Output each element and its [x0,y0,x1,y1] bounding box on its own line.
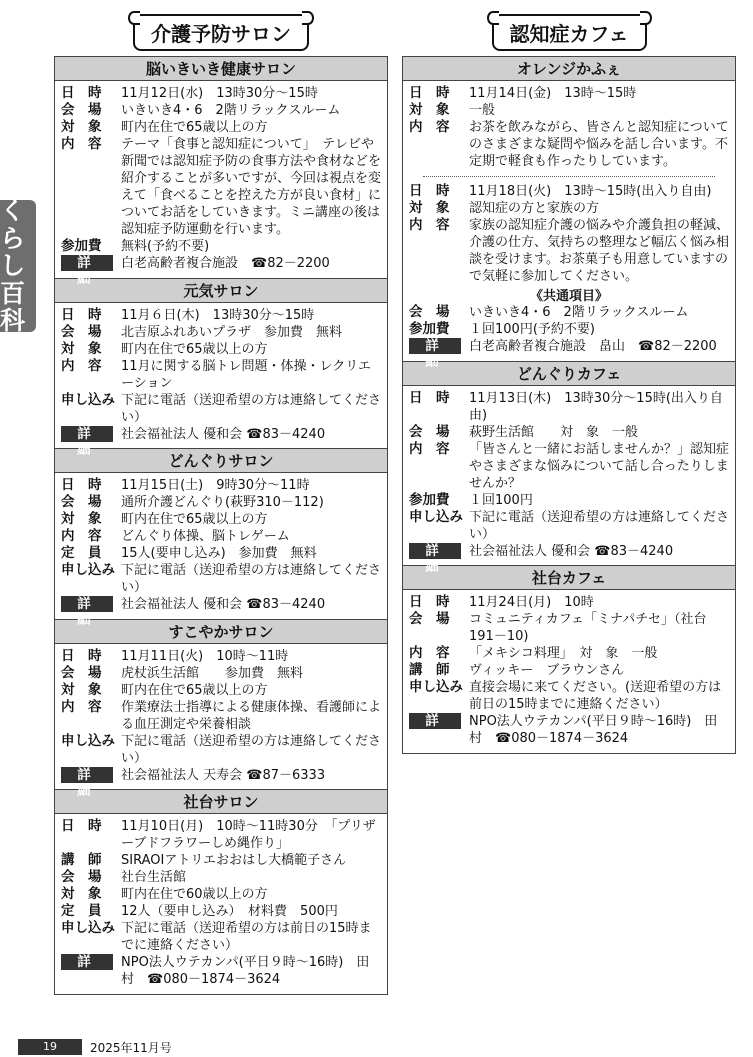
info-row [409,200,729,217]
event-box-title: 社台カフェ [403,566,735,590]
page-footer [0,1039,172,1055]
info-value: 11月６日(木) 13時30分～15時 [121,307,315,323]
ninchisho-cafe-column [402,12,736,754]
info-value: テーマ「食事と認知症について」 テレビや新聞では認知症予防の食事方法や食材などを紹介することが多いですが、今回は視点を変えて「食べることを控えた方が良い食材」についてお話をしていきます。ミニ講座の後は認知症予防運動を行います。 [121,137,382,237]
event-box-body [403,81,735,370]
info-row [61,699,381,733]
info-row [409,338,729,370]
info-value: SIRAOIアトリエおおはし大橋範子さん [121,853,347,868]
info-value: 萩野生活館 対 象 一般 [469,424,639,440]
info-row [409,645,729,662]
info-label: 申し込み [409,679,463,695]
info-label: 会 場 [61,323,102,340]
info-row [409,217,729,285]
info-value: お茶を飲みながら、皆さんと認知症についてのさまざまな疑問や悩みを話し合います。不定期で軽食も作ったりしています。 [469,120,729,169]
info-label: 詳 細 [409,338,461,354]
info-value: 一般 [469,103,496,118]
info-row [61,494,381,511]
info-value: 無料(予約不要) [121,239,210,254]
info-row [409,542,729,575]
info-value: 白老高齢者複合施設 ☎82－2200 [121,256,330,271]
info-row [61,886,381,903]
info-label: 日 時 [61,85,102,101]
info-row [61,307,381,324]
info-label: 会 場 [61,494,102,510]
info-value: 町内在住で65歳以上の方 [121,512,268,527]
info-value: いきいき4・6 2階リラックスルーム [121,103,341,118]
info-value: 社会福祉法人 優和会 ☎83－4240 [121,426,326,442]
event-box-body [55,473,387,628]
info-value: 白老高齢者複合施設 畠山 ☎82－2200 [469,339,717,354]
info-row [409,492,729,509]
info-row [409,509,729,543]
info-value: 北吉原ふれあいプラザ 参加費 無料 [121,324,343,340]
info-label: 会 場 [409,304,450,320]
info-row [409,183,729,200]
info-label: 申し込み [61,732,115,749]
info-row [61,85,381,102]
info-label: 内 容 [409,645,450,661]
event-box-body [55,81,387,287]
info-value: 11月11日(火) 10時～11時 [121,648,289,664]
info-row [409,119,729,170]
info-value: 11月に関する脳トレ問題・体操・レクリエーション [121,358,372,391]
info-value: 11月24日(月) 10時 [469,595,594,610]
left-section-title: 介護予防サロン [133,14,309,51]
info-label: 詳 細 [409,543,461,559]
info-label: 会 場 [61,869,102,885]
info-value: 町内在住で65歳以上の方 [121,682,268,698]
info-value: どんぐり体操、脳トレゲーム [121,529,290,544]
info-label: 詳 細 [409,713,461,729]
info-label: 申し込み [409,508,463,525]
event-box-title: どんぐりサロン [55,449,387,473]
info-value: 11月12日(水) 13時30分～15時 [121,86,318,101]
info-value: 11月14日(金) 13時～15時 [469,86,637,101]
info-value: NPO法人ウテカンパ(平日９時～16時) 田村 ☎080－1874－3624 [469,714,718,746]
info-value: 15人(要申し込み) 参加費 無料 [121,546,317,561]
info-label: 定 員 [61,903,102,919]
info-label: 会 場 [409,611,450,627]
info-value: 社会福祉法人 優和会 ☎83－4240 [121,597,326,612]
info-label: 日 時 [61,306,102,323]
info-value: １回100円 [469,492,533,508]
info-row [409,390,729,424]
info-row [409,85,729,102]
event-box [402,56,736,370]
info-label: 日 時 [409,594,450,610]
event-box-title: 脳いきいき健康サロン [55,57,387,81]
event-box-body [403,386,735,575]
info-row [61,766,381,799]
info-row [61,392,381,426]
info-label: 日 時 [409,183,450,199]
info-row [61,596,381,628]
info-value: 11月18日(火) 13時～15時(出入り自由) [469,184,712,199]
info-row [61,852,381,869]
info-value: 「皆さんと一緒にお話しませんか？」認知症やさまざまな悩みについて話し合ったりしませんか？ [469,441,730,491]
info-row [61,665,381,682]
info-label: 申し込み [61,391,115,408]
info-row [409,713,729,747]
info-label: 講 師 [61,852,102,868]
info-label: 詳 細 [61,426,113,442]
event-box [54,789,388,995]
info-value: 11月15日(土) 9時30分～11時 [121,478,310,493]
info-value: 下記に電話（送迎希望の方は連絡してください） [121,733,382,766]
right-section-title: 認知症カフェ [492,14,647,51]
event-box-body [55,814,387,994]
info-label: 申し込み [61,562,115,578]
info-label: 詳 細 [61,255,113,271]
info-value: 町内在住で60歳以上の方 [121,887,268,902]
info-row [61,238,381,255]
info-row [409,611,729,645]
info-value: 認知症の方と家族の方 [469,201,600,216]
event-box-title: 元気サロン [55,279,387,303]
info-label: 参加費 [61,238,102,254]
info-value: いきいき4・6 2階リラックスルーム [469,305,689,320]
info-row [61,425,381,458]
event-box-body [55,303,387,458]
info-label: 日 時 [61,818,102,834]
event-box-title: オレンジかふぇ [403,57,735,81]
right-boxes [402,56,736,754]
info-row [61,119,381,136]
side-tab-label: くらし百科 [0,196,26,336]
info-row [61,903,381,920]
info-row [61,818,381,852]
info-label: 会 場 [409,423,450,440]
info-value: 社会福祉法人 優和会 ☎83－4240 [469,543,674,559]
info-value: ヴィッキー ブラウンさん [469,663,625,678]
info-label: 会 場 [61,664,102,681]
event-box [402,565,736,754]
info-label: 対 象 [61,511,102,527]
info-row [61,733,381,767]
info-row [61,648,381,665]
info-row [61,255,381,287]
info-row [61,869,381,886]
page-number: 19 [18,1039,82,1055]
info-row [61,562,381,596]
info-value: 社台生活館 [121,870,187,885]
info-value: 直接会場に来てください。(送迎希望の方は前日の15時までに連絡ください） [469,680,722,712]
info-row [61,920,381,954]
info-row [409,594,729,611]
issue-label: 2025年11月号 [90,1040,172,1055]
info-row [61,477,381,494]
info-row [61,358,381,392]
info-label: 会 場 [61,102,102,118]
info-row [409,679,729,713]
info-label: 日 時 [61,477,102,493]
info-row [61,528,381,545]
info-value: 町内在住で65歳以上の方 [121,120,268,135]
info-label: 日 時 [409,85,450,101]
info-value: 11月13日(木) 13時30分～15時(出入り自由) [469,390,723,423]
info-row [409,102,729,119]
info-value: コミュニティカフェ「ミナパチセ」（社台191－10) [469,612,707,644]
info-label: 参加費 [409,321,450,337]
info-label: 内 容 [61,136,102,152]
info-row [61,136,381,238]
info-label: 詳 細 [61,954,113,970]
info-row [61,102,381,119]
info-label: 対 象 [61,340,102,357]
info-label: 内 容 [409,119,450,135]
info-label: 申し込み [61,920,115,936]
info-value: 虎杖浜生活館 参加費 無料 [121,665,304,681]
event-box [54,619,388,799]
info-value: 12人（要申し込み） 材料費 500円 [121,904,338,919]
info-row [61,954,381,988]
event-box [54,448,388,628]
info-value: NPO法人ウテカンパ(平日９時～16時) 田村 ☎080－1874－3624 [121,955,370,987]
info-value: 社会福祉法人 天寿会 ☎87－6333 [121,767,326,783]
info-label: 詳 細 [61,596,113,612]
info-label: 参加費 [409,491,450,508]
info-row [409,321,729,338]
info-label: 内 容 [409,217,450,233]
info-label: 内 容 [409,440,450,457]
info-label: 定 員 [61,545,102,561]
info-label: 詳 細 [61,767,113,783]
common-items-heading: 《共通項目》 [529,289,608,304]
info-value: 下記に電話（送迎希望の方は前日の15時までに連絡ください） [121,921,372,953]
dotted-divider [423,176,715,177]
info-label: 日 時 [61,647,102,664]
side-category-tab [0,196,36,336]
info-value: 下記に電話（送迎希望の方は連絡してください） [121,563,382,595]
info-row [409,441,729,492]
left-title-wrap [54,12,388,52]
info-label: 内 容 [61,528,102,544]
info-row [409,424,729,441]
info-value: 下記に電話（送迎希望の方は連絡してください） [469,509,730,542]
info-label: 対 象 [61,681,102,698]
event-box-title: 社台サロン [55,790,387,814]
info-value: 家族の認知症介護の悩みや介護負担の軽減、介護の仕方、気持ちの整理など幅広く悩み相談を受けます。お茶菓子も用意していますので気軽に参加してください。 [469,218,730,284]
info-row [61,324,381,341]
info-label: 内 容 [61,698,102,715]
info-value: 町内在住で65歳以上の方 [121,341,268,357]
right-title-wrap [402,12,736,52]
event-box [54,56,388,287]
event-box-body [55,644,387,799]
info-value: 下記に電話（送迎希望の方は連絡してください） [121,392,382,425]
info-value: 作業療法士指導による健康体操、看護師による血圧測定や栄養相談 [121,699,382,732]
info-value: １回100円(予約不要) [469,322,595,337]
kaigo-yobo-column [54,12,388,995]
left-boxes [54,56,388,995]
event-box [402,361,736,575]
info-label: 対 象 [61,119,102,135]
info-row [61,511,381,528]
info-row [409,304,729,321]
info-row [61,682,381,699]
info-label: 日 時 [409,389,450,406]
info-label: 対 象 [61,886,102,902]
info-label: 対 象 [409,200,450,216]
info-row [409,662,729,679]
event-box [54,278,388,458]
info-row [61,341,381,358]
info-value: 通所介護どんぐり(萩野310－112) [121,495,324,510]
event-box-title: すこやかサロン [55,620,387,644]
info-row [61,545,381,562]
event-box-body [403,590,735,753]
info-label: 講 師 [409,662,450,678]
info-value: 11月10日(月) 10時～11時30分 「プリザーブドフラワーしめ縄作り」 [121,819,376,851]
info-label: 対 象 [409,102,450,118]
info-value: 「メキシコ料理」 対 象 一般 [469,646,658,661]
info-label: 内 容 [61,357,102,374]
event-box-title: どんぐりカフェ [403,362,735,386]
